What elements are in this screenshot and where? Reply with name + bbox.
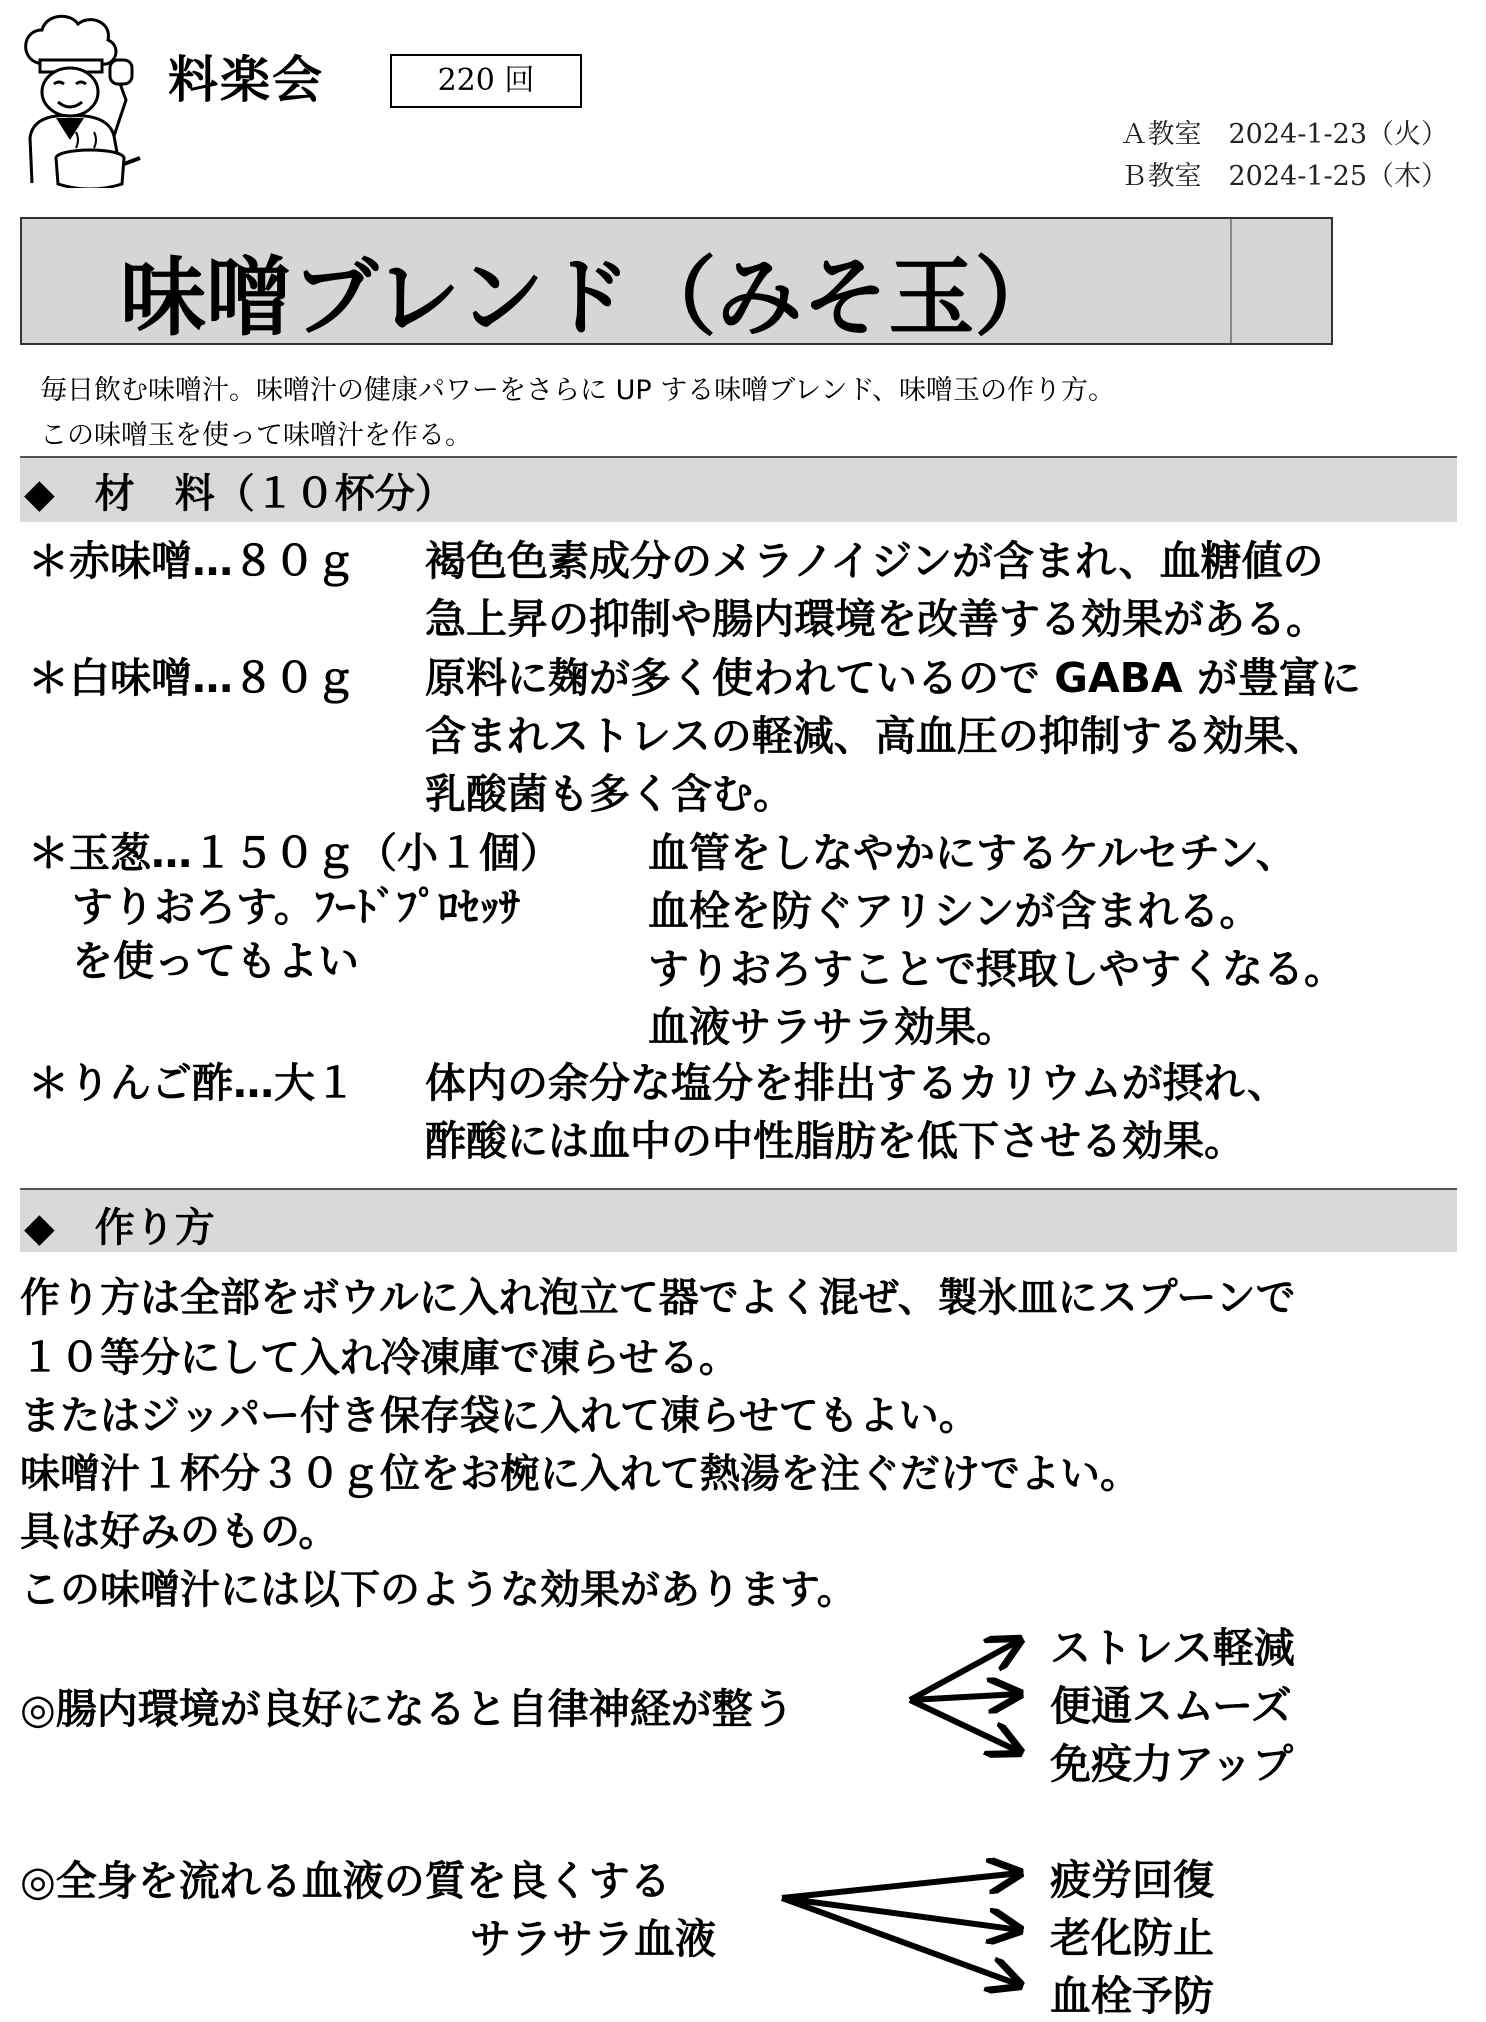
class-b-date: Ｂ教室 2024-1-25（木） [1120,161,1448,192]
arrow-icon [910,1700,1020,1752]
effect-label: ◎全身を流れる血液の質を良くする [20,1857,671,1905]
method-line: １０等分にして入れ冷凍庫で凍らせる。 [20,1335,739,1381]
effect-result: 免疫力アップ [1050,1740,1294,1788]
ingredient-desc: すりおろすことで摂取しやすくなる。 [648,945,1345,993]
ingredient-note: すりおろす。ﾌｰﾄﾞﾌﾟﾛｾｯｻ [72,883,520,931]
class-a-date: Ａ教室 2024-1-23（火） [1120,119,1448,150]
effect-result: 血栓予防 [1050,1972,1214,2020]
ingredient-name: ＊白味噌…８０ｇ [28,654,356,702]
effect-result: 疲労回復 [1050,1856,1214,1904]
effect-result: ストレス軽減 [1050,1624,1295,1672]
ingredients-heading: ◆ 材 料（１０杯分） [24,471,455,517]
arrow-icon [910,1640,1020,1700]
ingredient-desc: 血管をしなやかにするケルセチン、 [648,829,1297,877]
ingredient-desc: 褐色色素成分のメラノイジンが含まれ、血糖値の [425,537,1324,585]
method-line: 作り方は全部をボウルに入れ泡立て器でよく混ぜ、製氷皿にスプーンで [20,1275,1296,1321]
club-name: 料楽会 [168,51,324,109]
ingredient-desc: 急上昇の抑制や腸内環境を改善する効果がある。 [425,595,1327,643]
ingredient-desc: 含まれストレスの軽減、高血圧の抑制する効果、 [425,712,1326,760]
effect-result: 便通スムーズ [1050,1682,1292,1730]
ingredient-desc: 体内の余分な塩分を排出するカリウムが摂れ、 [425,1059,1289,1107]
method-heading: ◆ 作り方 [24,1205,215,1251]
ingredient-desc: 原料に麹が多く使われているので GABA が豊富に [425,654,1361,702]
arrow-icon [910,1694,1020,1700]
method-line: またはジッパー付き保存袋に入れて凍らせてもよい。 [20,1393,979,1439]
method-line: この味噌汁には以下のような効果があります。 [20,1567,857,1613]
ingredient-desc: 血液サラサラ効果。 [648,1003,1017,1051]
method-line: 味噌汁１杯分３０ｇ位をお椀に入れて熱湯を注ぐだけでよい。 [20,1451,1140,1497]
intro-line: 毎日飲む味噌汁。味噌汁の健康パワーをさらに UP する味噌ブレンド、味噌玉の作り方。 [40,375,1116,406]
arrow-icon [782,1873,1020,1898]
ingredient-note: を使ってもよい [72,937,359,985]
effect-sublabel: サラサラ血液 [470,1915,716,1963]
method-line: 具は好みのもの。 [20,1509,339,1555]
ingredient-desc: 乳酸菌も多く含む。 [425,770,794,818]
intro-line: この味噌玉を使って味噌汁を作る。 [40,420,472,451]
effect-result: 老化防止 [1050,1914,1214,1962]
page-title: 味噌ブレンド（みそ玉） [120,248,1061,348]
ingredient-desc: 血栓を防ぐアリシンが含まれる。 [648,887,1261,935]
effect-label: ◎腸内環境が良好になると自律神経が整う [20,1685,794,1733]
ingredient-name: ＊りんご酢…大１ [28,1059,356,1107]
ingredient-desc: 酢酸には血中の中性脂肪を低下させる効果。 [425,1117,1245,1165]
session-number: 220 回 [390,54,582,108]
ingredient-name: ＊玉葱…１５０ｇ（小１個） [28,829,561,877]
ingredient-name: ＊赤味噌…８０ｇ [28,537,356,585]
